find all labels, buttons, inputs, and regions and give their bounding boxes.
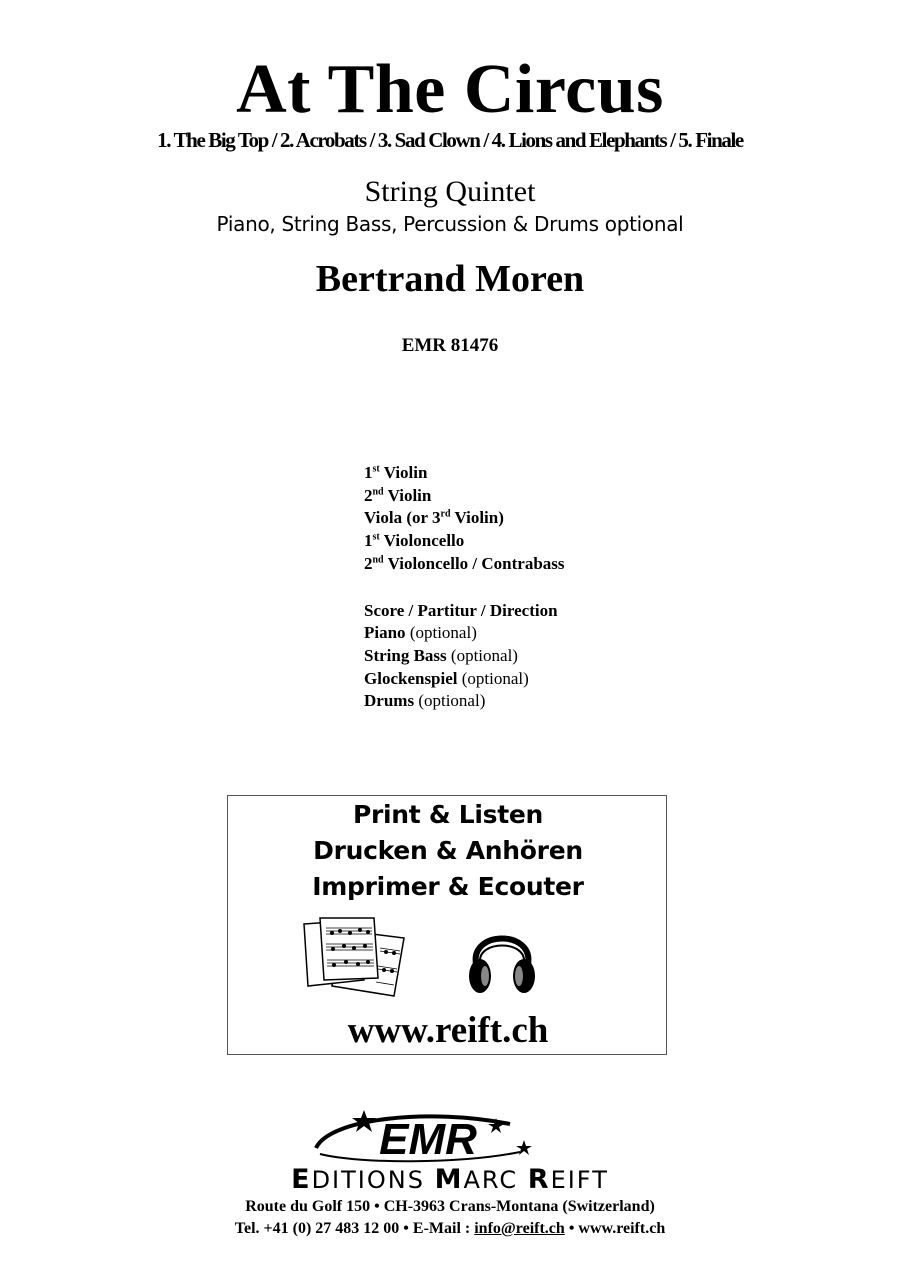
extra-item: Piano (optional)	[364, 623, 477, 643]
extra-item: Glockenspiel (optional)	[364, 668, 529, 688]
publisher-logo	[255, 1108, 645, 1196]
part-item: 1st Violoncello	[364, 531, 465, 551]
publisher-address: Route du Golf 150 • CH-3963 Crans-Montana (Switzerland)	[245, 1198, 655, 1215]
publisher-name: EDITIONS MARC REIFT	[291, 1164, 609, 1195]
promo-website[interactable]: www.reift.ch	[347, 1010, 549, 1051]
optional-instruments: Piano, String Bass, Percussion & Drums optional	[216, 212, 684, 236]
print-listen-box	[227, 795, 667, 1055]
extra-item: Score / Partitur / Direction	[364, 600, 558, 620]
ensemble: String Quintet	[364, 175, 536, 208]
headphones-icon	[466, 920, 538, 998]
publisher-contact: Tel. +41 (0) 27 483 12 00 • E-Mail : info@reift.ch • www.reift.ch	[234, 1220, 666, 1237]
page-title: At The Circus	[236, 51, 664, 128]
promo-line-en: Print & Listen	[352, 800, 544, 829]
part-item: 2nd Violin	[364, 485, 432, 505]
parts-list	[364, 462, 565, 713]
part-item: 1st Violin	[364, 463, 428, 482]
email-link[interactable]: info@reift.ch	[474, 1220, 565, 1237]
catalog-number: EMR 81476	[401, 335, 499, 356]
extra-item: Drums (optional)	[364, 691, 486, 711]
composer: Bertrand Moren	[315, 258, 585, 300]
sheet-music-icon	[300, 916, 412, 998]
part-item: Viola (or 3rd Violin)	[364, 508, 504, 528]
promo-line-fr: Imprimer & Ecouter	[312, 872, 584, 901]
promo-line-de: Drucken & Anhören	[313, 836, 583, 865]
movements-list: 1. The Big Top / 2. Acrobats / 3. Sad Clown / 4. Lions and Elephants / 5. Finale	[157, 128, 743, 152]
part-item: 2nd Violoncello / Contrabass	[364, 553, 565, 573]
extra-item: String Bass (optional)	[364, 645, 518, 665]
logo-letters: EMR	[379, 1115, 477, 1164]
emr-logo-icon	[310, 1108, 550, 1168]
